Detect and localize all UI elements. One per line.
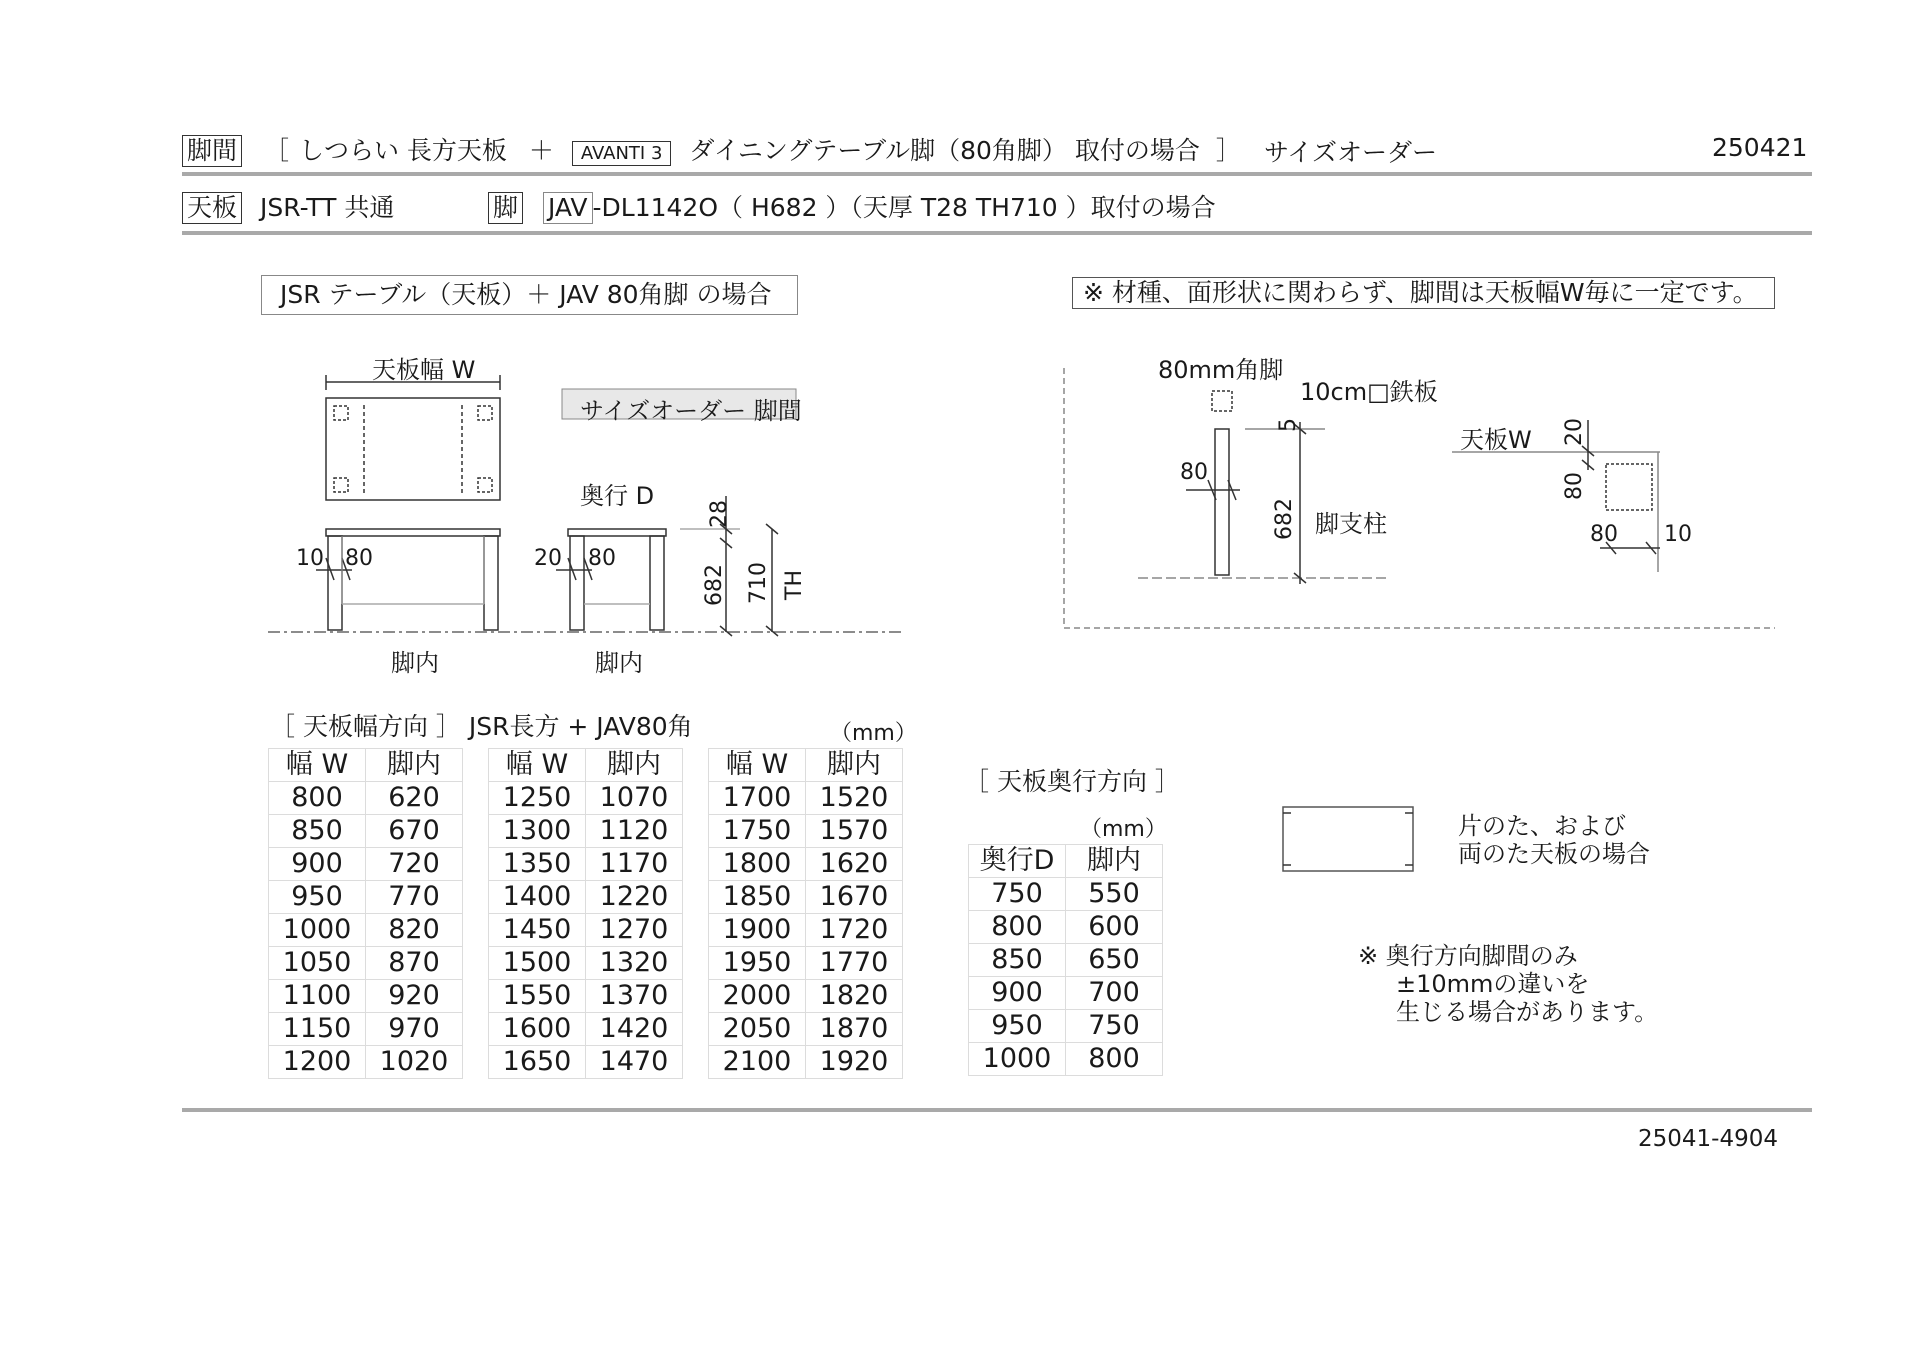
- cell-leg-inner: 1420: [586, 1013, 683, 1046]
- cell-leg-inner: 1920: [806, 1046, 903, 1079]
- table-row: [969, 944, 1163, 977]
- cell-leg-inner: 1670: [806, 881, 903, 914]
- leg-spec: -DL1142O（ H682 ）（天厚 T28 TH710 ）取付の場合: [592, 193, 1216, 222]
- dim-80-front: 80: [345, 546, 373, 571]
- width-section-title: ［ 天板幅方向 ］ JSR長方 + JAV80角: [270, 712, 693, 741]
- cell-leg-inner: 1520: [806, 782, 903, 815]
- cell-width: 2050: [709, 1013, 806, 1046]
- cell-leg-inner: 1370: [586, 980, 683, 1013]
- tag-leg-spacing: 脚間: [182, 135, 242, 167]
- top-w-label: 天板W: [1460, 426, 1532, 454]
- footer-rule: [182, 1108, 1812, 1112]
- cell-depth: 750: [969, 878, 1066, 911]
- cell-leg-inner: 820: [366, 914, 463, 947]
- warning-note-line-1: ※ 奥行方向脚間のみ: [1358, 942, 1578, 970]
- size-order-label: サイズオーダー: [1264, 138, 1438, 167]
- header-code: 250421: [1712, 133, 1808, 162]
- dim-th: TH: [782, 570, 807, 600]
- cell-depth: 850: [969, 944, 1066, 977]
- cell-leg-inner: 600: [1066, 911, 1163, 944]
- tag-tabletop: 天板: [182, 192, 242, 224]
- plus-sign: ＋: [528, 136, 554, 165]
- cell-leg-inner: 670: [366, 815, 463, 848]
- table-row: [269, 947, 463, 980]
- bracket-open: ［: [263, 136, 289, 165]
- cell-leg-inner: 550: [1066, 878, 1163, 911]
- depth-label: 奥行 D: [580, 482, 655, 510]
- table-row: [269, 1046, 463, 1079]
- table-row: [969, 911, 1163, 944]
- table-row: [489, 815, 683, 848]
- cell-width: 900: [269, 848, 366, 881]
- dim-80-corner: 80: [1562, 472, 1587, 500]
- table-row: [969, 878, 1163, 911]
- dim-682-left: 682: [702, 564, 727, 606]
- leg-inner-label-front: 脚内: [391, 649, 439, 677]
- cell-leg-inner: 650: [1066, 944, 1163, 977]
- table-row: [709, 848, 903, 881]
- cell-leg-inner: 1270: [586, 914, 683, 947]
- leg-80-label: 80mm角脚: [1158, 356, 1284, 384]
- tabletop-top-view: [326, 398, 500, 500]
- cell-width: 1300: [489, 815, 586, 848]
- dim-682-right: 682: [1272, 498, 1297, 540]
- cell-width: 1600: [489, 1013, 586, 1046]
- cell-width: 1350: [489, 848, 586, 881]
- table-row: [709, 1046, 903, 1079]
- cell-leg-inner: 1820: [806, 980, 903, 1013]
- size-order-badge: サイズオーダー 脚間: [580, 397, 802, 425]
- table-row: [709, 1013, 903, 1046]
- avanti-label: AVANTI 3: [572, 141, 672, 166]
- dim-80-post: 80: [1180, 460, 1208, 485]
- table-row: [709, 980, 903, 1013]
- table-row: [489, 782, 683, 815]
- cell-width: 1850: [709, 881, 806, 914]
- table-row: [489, 1013, 683, 1046]
- document-number: 25041-4904: [1638, 1126, 1778, 1152]
- table-row: [489, 914, 683, 947]
- table-row: [489, 980, 683, 1013]
- table-row: [709, 914, 903, 947]
- table-row: [269, 1013, 463, 1046]
- cell-width: 1100: [269, 980, 366, 1013]
- cell-width: 1800: [709, 848, 806, 881]
- cell-leg-inner: 870: [366, 947, 463, 980]
- cell-leg-inner: 700: [1066, 977, 1163, 1010]
- cell-width: 1900: [709, 914, 806, 947]
- cell-width: 1150: [269, 1013, 366, 1046]
- warning-note-line-3: 生じる場合があります。: [1396, 998, 1659, 1026]
- cell-depth: 1000: [969, 1043, 1066, 1076]
- table-row: [709, 881, 903, 914]
- table-row: [489, 947, 683, 980]
- depth-section-title: ［ 天板奥行方向 ］: [964, 767, 1180, 796]
- header-leg-inner: 脚内: [586, 749, 683, 782]
- dim-20-corner: 20: [1562, 418, 1587, 446]
- cell-width: 1400: [489, 881, 586, 914]
- width-label: 天板幅 W: [372, 356, 476, 384]
- width-table-3: [708, 748, 903, 1079]
- cell-width: 1950: [709, 947, 806, 980]
- cell-width: 800: [269, 782, 366, 815]
- dim-710: 710: [746, 562, 771, 604]
- left-diagram-title: JSR テーブル（天板）＋ JAV 80角脚 の場合: [261, 275, 798, 315]
- cell-leg-inner: 1020: [366, 1046, 463, 1079]
- table-row: [269, 782, 463, 815]
- header-width: 幅 W: [269, 749, 366, 782]
- dim-10-corner: 10: [1664, 522, 1692, 547]
- cell-width: 850: [269, 815, 366, 848]
- tabletop-spec: JSR-TT 共通: [259, 193, 395, 222]
- table-header-row: [489, 749, 683, 782]
- right-diagram-note: ※ 材種、面形状に関わらず、脚間は天板幅W毎に一定です。: [1072, 277, 1775, 309]
- table-row: [269, 881, 463, 914]
- header-depth: 奥行D: [969, 845, 1066, 878]
- warning-note-line-2: ±10mmの違いを: [1396, 970, 1590, 998]
- header-width: 幅 W: [709, 749, 806, 782]
- depth-section-unit: （mm）: [1080, 817, 1167, 842]
- cell-width: 1200: [269, 1046, 366, 1079]
- cell-leg-inner: 1470: [586, 1046, 683, 1079]
- bracket-close: ］: [1215, 136, 1241, 165]
- cell-leg-inner: 970: [366, 1013, 463, 1046]
- cell-leg-inner: 1720: [806, 914, 903, 947]
- cell-leg-inner: 920: [366, 980, 463, 1013]
- jav-label: JAV: [543, 192, 593, 224]
- cell-leg-inner: 800: [1066, 1043, 1163, 1076]
- width-table-1: [268, 748, 463, 1079]
- product-name: しつらい 長方天板: [298, 136, 507, 165]
- header-leg-inner: 脚内: [806, 749, 903, 782]
- header-width: 幅 W: [489, 749, 586, 782]
- corner-note-line-1: 片のた、および: [1458, 812, 1626, 840]
- table-row: [489, 848, 683, 881]
- cell-width: 1500: [489, 947, 586, 980]
- dim-28: 28: [707, 500, 732, 528]
- table-header-row: [969, 845, 1163, 878]
- tag-leg: 脚: [488, 192, 523, 224]
- table-row: [269, 848, 463, 881]
- corner-note-line-2: 両のた天板の場合: [1458, 840, 1650, 868]
- cell-leg-inner: 1170: [586, 848, 683, 881]
- header-leg-inner: 脚内: [366, 749, 463, 782]
- cell-width: 2000: [709, 980, 806, 1013]
- table-row: [709, 815, 903, 848]
- cell-leg-inner: 1570: [806, 815, 903, 848]
- cell-leg-inner: 770: [366, 881, 463, 914]
- cell-width: 1250: [489, 782, 586, 815]
- cell-width: 1050: [269, 947, 366, 980]
- table-row: [709, 947, 903, 980]
- cell-leg-inner: 1070: [586, 782, 683, 815]
- dim-80-bottom: 80: [1590, 522, 1618, 547]
- header-leg-inner: 脚内: [1066, 845, 1163, 878]
- cell-width: 2100: [709, 1046, 806, 1079]
- cell-width: 1550: [489, 980, 586, 1013]
- table-row: [969, 1043, 1163, 1076]
- leg-post-label: 脚支柱: [1315, 510, 1387, 538]
- table-row: [489, 881, 683, 914]
- dim-5: 5: [1276, 418, 1301, 432]
- cell-width: 1650: [489, 1046, 586, 1079]
- product-description: ダイニングテーブル脚（80角脚） 取付の場合: [689, 136, 1200, 165]
- cell-depth: 900: [969, 977, 1066, 1010]
- leg-inner-label-side: 脚内: [595, 649, 643, 677]
- cell-width: 1450: [489, 914, 586, 947]
- cell-leg-inner: 1320: [586, 947, 683, 980]
- table-row: [969, 1010, 1163, 1043]
- cell-width: 1700: [709, 782, 806, 815]
- cell-leg-inner: 1120: [586, 815, 683, 848]
- depth-table: [968, 844, 1163, 1076]
- cell-leg-inner: 750: [1066, 1010, 1163, 1043]
- cell-leg-inner: 1620: [806, 848, 903, 881]
- table-header-row: [269, 749, 463, 782]
- cell-leg-inner: 1870: [806, 1013, 903, 1046]
- cell-width: 1750: [709, 815, 806, 848]
- cell-width: 1000: [269, 914, 366, 947]
- cell-depth: 950: [969, 1010, 1066, 1043]
- table-row: [709, 782, 903, 815]
- cell-leg-inner: 720: [366, 848, 463, 881]
- table-row: [269, 815, 463, 848]
- table-row: [969, 977, 1163, 1010]
- table-row: [269, 914, 463, 947]
- table-row: [269, 980, 463, 1013]
- table-header-row: [709, 749, 903, 782]
- dim-80-side: 80: [588, 546, 616, 571]
- cell-width: 950: [269, 881, 366, 914]
- plate-label: 10cm□鉄板: [1300, 378, 1438, 406]
- dim-10: 10: [296, 546, 324, 571]
- width-table-2: [488, 748, 683, 1079]
- cell-leg-inner: 1770: [806, 947, 903, 980]
- cell-depth: 800: [969, 911, 1066, 944]
- dim-20: 20: [534, 546, 562, 571]
- width-section-unit: （mm）: [830, 721, 917, 746]
- cell-leg-inner: 1220: [586, 881, 683, 914]
- cell-leg-inner: 620: [366, 782, 463, 815]
- table-row: [489, 1046, 683, 1079]
